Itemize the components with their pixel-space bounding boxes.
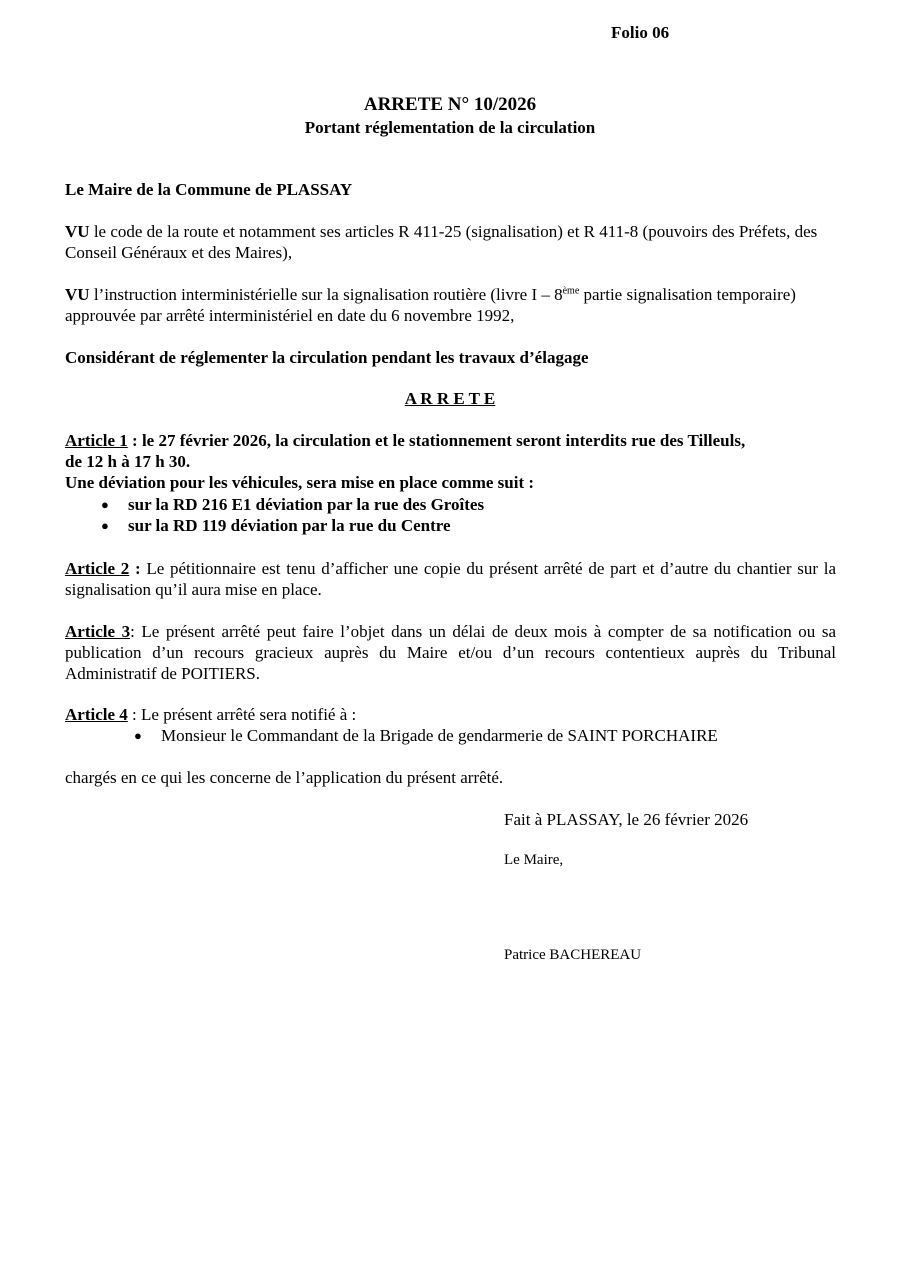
- article-4-text: Le présent arrêté sera notifié à :: [141, 705, 357, 724]
- closing-statement: chargés en ce qui les concerne de l’application du présent arrêté.: [65, 768, 504, 787]
- article-1-line-2: de 12 h à 17 h 30.: [65, 452, 191, 471]
- folio-number: Folio 06: [611, 23, 670, 42]
- place-and-date: Fait à PLASSAY, le 26 février 2026: [504, 810, 749, 829]
- vu-text: le code de la route et notamment ses articles R 411-25 (signalisation) et R 411-8 (pouvoirs des Préfets, des Conseil Généraux et des Maires),: [65, 222, 818, 262]
- article-2-separator: :: [129, 559, 147, 578]
- article-3: [65, 621, 836, 684]
- vu-text-before: l’instruction interministérielle sur la signalisation routière (livre I – 8: [93, 285, 563, 304]
- article-1-line-1: [65, 430, 745, 451]
- article-3-text: Le présent arrêté peut faire l’objet dans un délai de deux mois à compter de sa notification ou sa publication d’un recours gracieux auprès du Maire et/ou d’un recours contentieux auprès du Tribunal Administratif de POITIERS.: [65, 622, 836, 683]
- article-1-separator: :: [127, 431, 142, 450]
- article-1-item-2: sur la RD 119 déviation par la rue du Centre: [128, 516, 451, 535]
- page-subtitle: Portant réglementation de la circulation: [304, 118, 596, 137]
- article-4: [65, 704, 356, 725]
- vu-clause-1: [65, 221, 841, 263]
- vu-label: VU: [65, 222, 90, 241]
- bullet-icon: ●: [101, 518, 109, 533]
- article-4-item-1: Monsieur le Commandant de la Brigade de gendarmerie de SAINT PORCHAIRE: [161, 726, 718, 745]
- article-2-text: Le pétitionnaire est tenu d’afficher une copie du présent arrêté de part et d’autre du chantier sur la signalisation qu’il aura mise en place.: [65, 559, 836, 599]
- issuing-authority: Le Maire de la Commune de PLASSAY: [65, 180, 353, 199]
- article-2: [65, 558, 836, 600]
- bullet-icon: ●: [101, 497, 109, 512]
- page-title: ARRETE N° 10/2026: [363, 94, 537, 115]
- article-1-label: Article 1: [65, 431, 128, 450]
- signatory-name: Patrice BACHEREAU: [504, 947, 642, 963]
- vu-text-after: partie signalisation temporaire) approuvée par arrêté interministériel en date du 6 novembre 1992,: [65, 285, 796, 325]
- article-1-line-3: Une déviation pour les véhicules, sera mise en place comme suit :: [65, 473, 535, 492]
- article-1-item-1: sur la RD 216 E1 déviation par la rue des Groîtes: [128, 495, 485, 514]
- considerant-clause: Considérant de réglementer la circulation pendant les travaux d’élagage: [65, 348, 589, 367]
- article-4-label: Article 4: [65, 705, 128, 724]
- bullet-icon: ●: [134, 728, 142, 743]
- ordinal-suffix: ème: [562, 285, 580, 297]
- article-4-separator: :: [127, 705, 142, 724]
- arrete-heading: A R R E T E: [404, 389, 496, 408]
- article-2-label: Article 2: [65, 559, 130, 578]
- vu-label: VU: [65, 285, 90, 304]
- article-3-separator: :: [130, 622, 142, 641]
- vu-clause-2: [65, 284, 841, 326]
- article-1-text: le 27 février 2026, la circulation et le stationnement seront interdits rue des Tilleuls,: [141, 431, 746, 450]
- article-3-label: Article 3: [65, 622, 131, 641]
- signatory-title: Le Maire,: [504, 852, 564, 868]
